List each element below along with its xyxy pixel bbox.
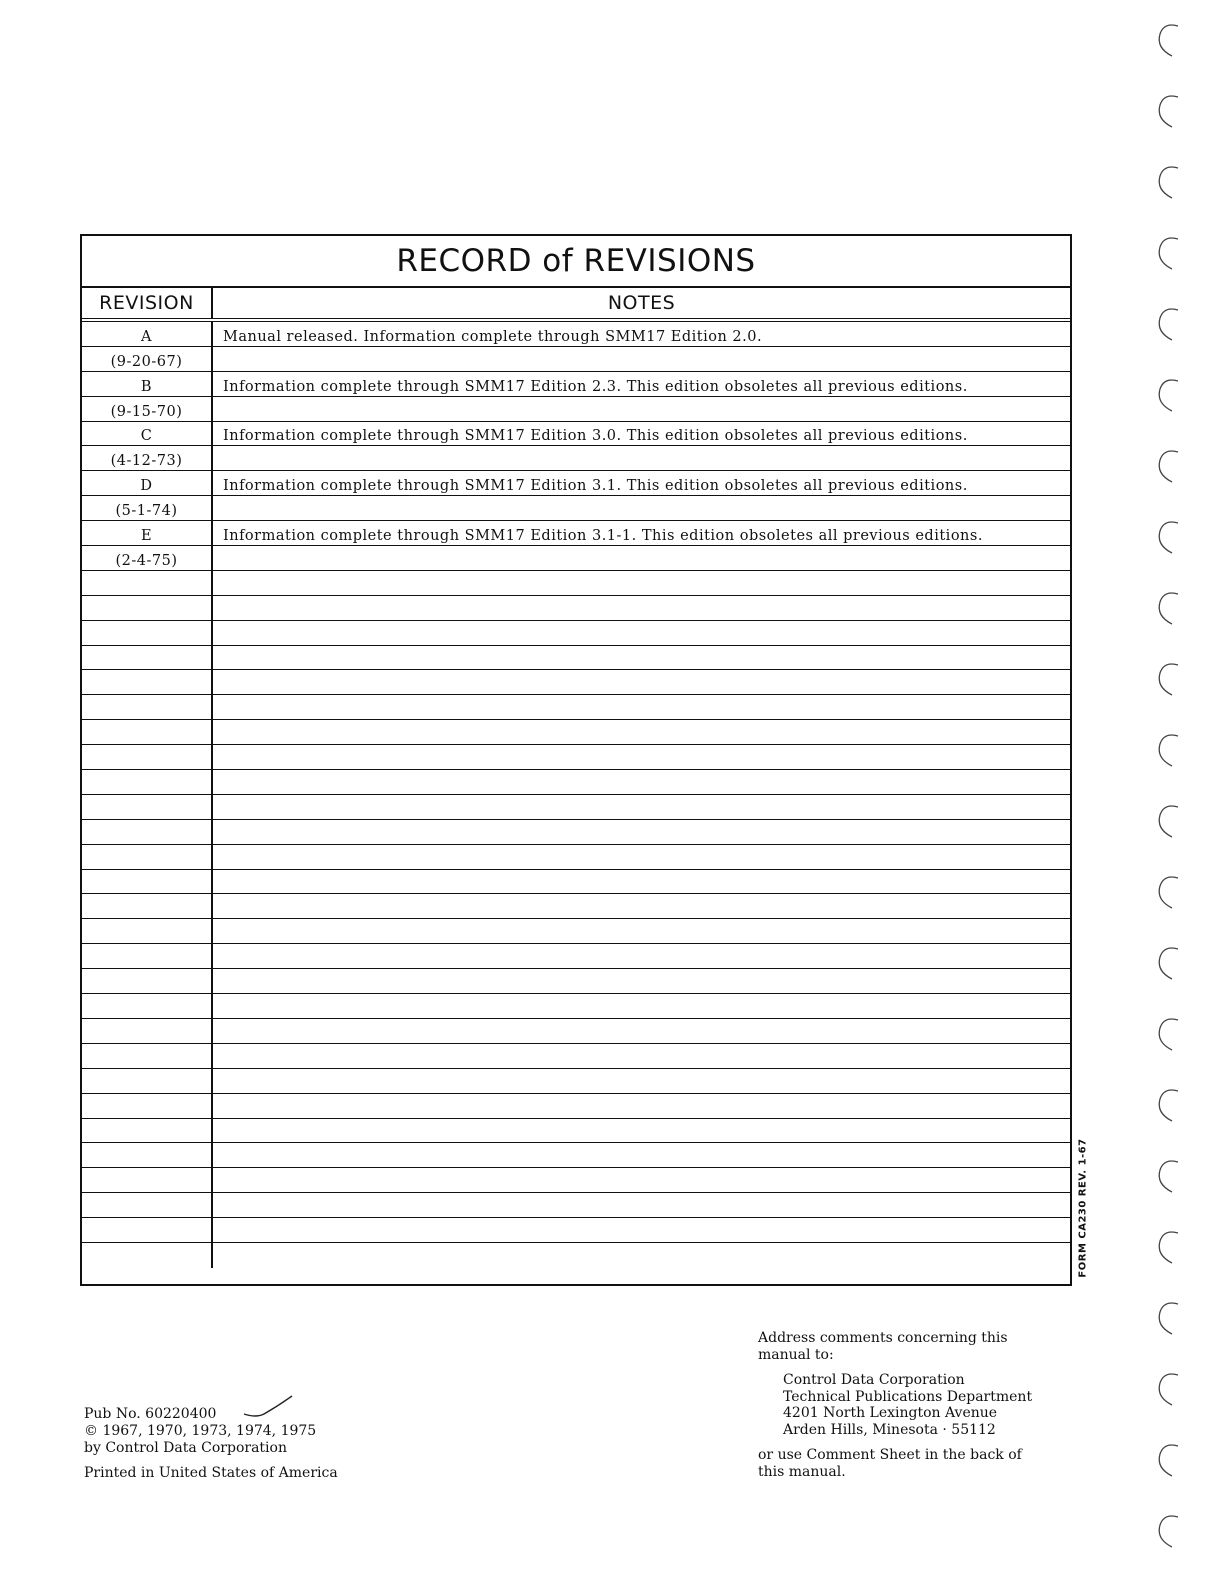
binder-hole-icon	[1152, 659, 1186, 699]
notes-cell	[213, 720, 1070, 744]
notes-cell	[213, 1168, 1070, 1192]
table-row	[82, 322, 1070, 347]
table-row	[82, 745, 1070, 770]
table-row	[82, 994, 1070, 1019]
publication-info	[84, 1406, 338, 1482]
notes-cell	[213, 1069, 1070, 1093]
binder-hole-icon	[1152, 233, 1186, 273]
notes-cell: Manual released. Information complete through SMM17 Edition 2.0.	[223, 328, 763, 345]
notes-cell: Information complete through SMM17 Edition 3.0. This edition obsoletes all previous editions.	[223, 428, 968, 445]
revision-rows	[82, 322, 1070, 1268]
table-row	[82, 347, 1070, 372]
notes-cell	[213, 1243, 1070, 1268]
table-row	[82, 969, 1070, 994]
table-row	[82, 670, 1070, 695]
binder-hole-icon	[1152, 91, 1186, 131]
revision-cell: (4-12-73)	[82, 446, 213, 470]
notes-cell	[213, 1143, 1070, 1167]
notes-cell	[213, 596, 1070, 620]
table-row	[82, 496, 1070, 521]
table-row	[82, 1143, 1070, 1168]
revision-cell	[82, 1119, 213, 1143]
revision-cell	[82, 919, 213, 943]
revision-cell	[82, 795, 213, 819]
revision-column-header: REVISION	[82, 288, 213, 318]
notes-cell: Information complete through SMM17 Edition 3.1. This edition obsoletes all previous editions.	[223, 478, 968, 495]
table-row	[82, 1119, 1070, 1144]
revision-cell	[82, 571, 213, 595]
notes-cell	[213, 1044, 1070, 1068]
comment-sheet-note	[758, 1447, 1032, 1480]
revision-cell	[82, 1193, 213, 1217]
revision-record-form	[80, 234, 1072, 1286]
header-row	[82, 288, 1070, 322]
notes-cell	[213, 1019, 1070, 1043]
notes-cell	[213, 496, 1070, 520]
binder-hole-icon	[1152, 1085, 1186, 1125]
notes-cell	[213, 397, 1070, 421]
notes-cell	[213, 571, 1070, 595]
revision-cell	[82, 1019, 213, 1043]
notes-cell	[213, 969, 1070, 993]
notes-cell	[213, 1119, 1070, 1143]
revision-cell	[82, 1218, 213, 1242]
revision-cell	[82, 745, 213, 769]
table-row	[82, 1218, 1070, 1243]
table-row	[82, 596, 1070, 621]
notes-cell	[213, 1193, 1070, 1217]
binder-hole-icon	[1152, 801, 1186, 841]
table-row	[82, 944, 1070, 969]
table-row	[82, 546, 1070, 571]
revision-cell	[82, 1168, 213, 1192]
table-row	[82, 1243, 1070, 1268]
revision-cell	[82, 1069, 213, 1093]
revision-cell	[82, 845, 213, 869]
notes-cell	[213, 646, 1070, 670]
revision-cell	[82, 820, 213, 844]
table-row	[82, 1094, 1070, 1119]
notes-cell	[213, 894, 1070, 918]
notes-cell	[213, 845, 1070, 869]
mailing-address	[783, 1372, 1032, 1438]
address-line-3: 4201 North Lexington Avenue	[783, 1405, 998, 1421]
table-row	[82, 1044, 1070, 1069]
table-row	[82, 695, 1070, 720]
notes-cell	[213, 1218, 1070, 1242]
revision-cell	[82, 670, 213, 694]
table-row	[82, 422, 1070, 447]
binder-hole-icon	[1152, 20, 1186, 60]
table-row	[82, 894, 1070, 919]
revision-cell	[82, 894, 213, 918]
binder-hole-icon	[1152, 1369, 1186, 1409]
revision-cell	[82, 596, 213, 620]
revision-cell	[82, 646, 213, 670]
address-intro-line-2: manual to:	[758, 1346, 834, 1363]
table-row	[82, 820, 1070, 845]
form-code-text: FORM CA230 REV. 1-67	[1077, 1138, 1089, 1278]
revision-cell	[82, 1044, 213, 1068]
table-row	[82, 372, 1070, 397]
address-line-4: Arden Hills, Minesota · 55112	[783, 1421, 996, 1438]
notes-cell	[213, 695, 1070, 719]
revision-cell: D	[82, 471, 213, 495]
table-row	[82, 720, 1070, 745]
revision-cell	[82, 695, 213, 719]
revision-cell	[82, 621, 213, 645]
binder-hole-icon	[1152, 872, 1186, 912]
notes-cell	[213, 994, 1070, 1018]
revision-cell	[82, 969, 213, 993]
printed-in: Printed in United States of America	[84, 1465, 338, 1481]
notes-cell	[213, 770, 1070, 794]
table-row	[82, 521, 1070, 546]
copyright-holder: by Control Data Corporation	[84, 1440, 287, 1456]
binder-hole-icon	[1152, 730, 1186, 770]
table-row	[82, 397, 1070, 422]
notes-column-header: NOTES	[607, 292, 676, 314]
revision-cell	[82, 944, 213, 968]
notes-cell	[213, 795, 1070, 819]
notes-cell	[213, 919, 1070, 943]
binder-holes	[1148, 20, 1198, 1570]
pub-number: Pub No. 60220400	[84, 1406, 217, 1422]
revision-cell: B	[82, 372, 213, 396]
revision-cell	[82, 770, 213, 794]
revision-cell: (5-1-74)	[82, 496, 213, 520]
notes-cell	[213, 347, 1070, 371]
table-row	[82, 919, 1070, 944]
revision-cell	[82, 994, 213, 1018]
binder-hole-icon	[1152, 1227, 1186, 1267]
notes-cell	[213, 1094, 1070, 1118]
comment-sheet-line-2: this manual.	[758, 1463, 846, 1480]
binder-hole-icon	[1152, 1014, 1186, 1054]
binder-hole-icon	[1152, 375, 1186, 415]
revision-cell: (2-4-75)	[82, 546, 213, 570]
binder-hole-icon	[1152, 304, 1186, 344]
notes-cell: Information complete through SMM17 Edition 3.1-1. This edition obsoletes all previous editions.	[223, 528, 983, 545]
binder-hole-icon	[1152, 943, 1186, 983]
revision-cell	[82, 870, 213, 894]
notes-cell	[213, 546, 1070, 570]
table-row	[82, 1069, 1070, 1094]
binder-hole-icon	[1152, 1156, 1186, 1196]
revision-cell: (9-15-70)	[82, 397, 213, 421]
notes-cell: Information complete through SMM17 Edition 2.3. This edition obsoletes all previous editions.	[223, 378, 968, 395]
notes-cell	[213, 621, 1070, 645]
table-row	[82, 870, 1070, 895]
form-code	[1076, 1128, 1090, 1288]
binder-hole-icon	[1152, 162, 1186, 202]
binder-hole-icon	[1152, 1440, 1186, 1480]
comment-sheet-line-1: or use Comment Sheet in the back of	[758, 1447, 1022, 1463]
copyright: © 1967, 1970, 1973, 1974, 1975	[84, 1423, 317, 1439]
revision-cell	[82, 720, 213, 744]
notes-cell	[213, 745, 1070, 769]
notes-cell	[213, 446, 1070, 470]
table-row	[82, 795, 1070, 820]
notes-cell	[213, 944, 1070, 968]
revision-cell: (9-20-67)	[82, 347, 213, 371]
table-row	[82, 471, 1070, 496]
address-intro-line-1: Address comments concerning this	[758, 1330, 1008, 1346]
binder-hole-icon	[1152, 517, 1186, 557]
binder-hole-icon	[1152, 1511, 1186, 1551]
binder-hole-icon	[1152, 446, 1186, 486]
notes-cell	[213, 670, 1070, 694]
binder-hole-icon	[1152, 1298, 1186, 1338]
revision-cell	[82, 1143, 213, 1167]
table-row	[82, 446, 1070, 471]
table-row	[82, 845, 1070, 870]
address-block	[758, 1330, 1032, 1480]
binder-hole-icon	[1152, 588, 1186, 628]
notes-cell	[213, 820, 1070, 844]
table-row	[82, 1019, 1070, 1044]
pen-check-mark	[242, 1394, 294, 1420]
revision-cell: A	[82, 322, 213, 346]
table-row	[82, 1168, 1070, 1193]
table-row	[82, 621, 1070, 646]
revision-cell: E	[82, 521, 213, 545]
table-row	[82, 571, 1070, 596]
form-title: RECORD of REVISIONS	[82, 236, 1070, 288]
revision-cell	[82, 1243, 213, 1268]
table-row	[82, 1193, 1070, 1218]
address-line-2: Technical Publications Department	[783, 1388, 1033, 1405]
revision-cell	[82, 1094, 213, 1118]
address-line-1: Control Data Corporation	[783, 1372, 965, 1388]
table-row	[82, 646, 1070, 671]
notes-cell	[213, 870, 1070, 894]
table-row	[82, 770, 1070, 795]
revision-cell: C	[82, 422, 213, 446]
